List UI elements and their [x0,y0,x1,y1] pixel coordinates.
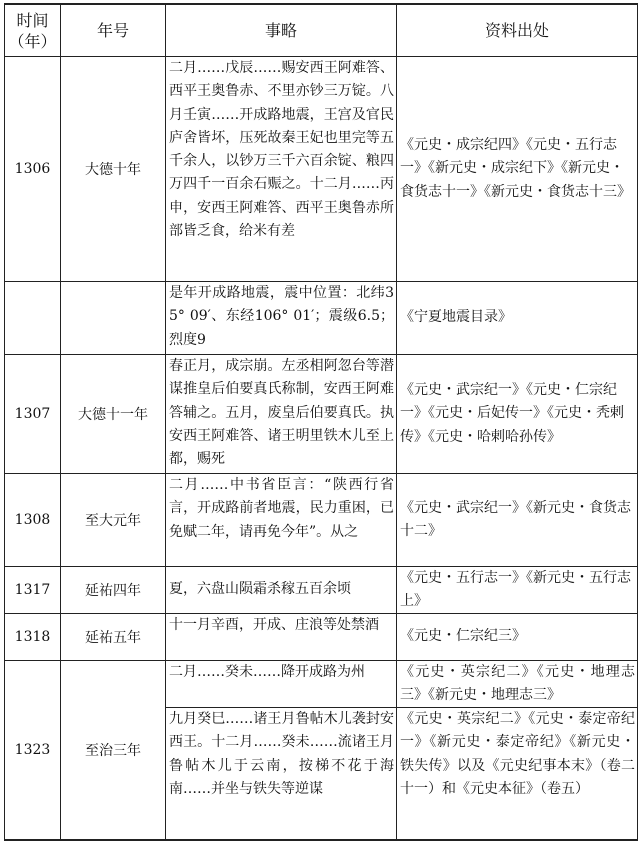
era-cell: 至治三年 [85,743,141,759]
era-cell: 延祐五年 [85,630,141,646]
source-cell: 《元史・成宗纪四》《元史・五行志一》《新元史・成宗纪下》《新元史・食货志十一》《新元史・食货志十三》 [400,137,631,200]
event-cell: 春正月，成宗崩。左丞相阿忽台等潜谋推皇后伯要真氏称制，安西王阿难答辅之。五月，废皇后伯要真氏。执安西王阿难答、诸王明里铁木儿至上都，赐死 [169,358,394,468]
event-cell: 夏，六盘山陨霜杀稼五百余顷 [169,581,351,598]
source-cell: 《元史・英宗纪二》《元史・泰定帝纪一》《新元史・泰定帝纪》《新元史・铁失传》以及《元史纪事本末》（卷二十一）和《元史本征》（卷五） [400,711,635,797]
event-cell: 二月……戊辰……赐安西王阿难答、西平王奥鲁赤、不里亦钞三万锭。八月壬寅……开成路地震，王宫及官民庐舍皆坏，压死故秦王妃也里完等五千余人，以钞万三千六百余锭、粮四万四千一百余石赈之。十二月……丙申，安西王阿难答、西平王奥鲁赤所部皆乏食，给米有差 [169,60,394,240]
event-cell: 十一月辛酉，开成、庄浪等处禁酒 [169,617,379,633]
era-cell: 延祐四年 [85,583,141,599]
header-event: 事略 [264,21,297,40]
source-cell: 《宁夏地震目录》 [400,309,512,326]
event-cell: 二月……中书省臣言：“陕西行省言，开成路前者地震，民力重困，已免赋二年，请再免今年”。从之 [169,477,394,540]
source-cell: 《元史・五行志一》《新元史・五行志上》 [400,569,631,609]
event-cell: 九月癸巳……诸王月鲁帖木儿袭封安西王。十二月……癸未……流诸王月鲁帖木儿于云南，按梯不花于海南……并坐与铁失等逆谋 [169,711,394,797]
source-cell: 《元史・武宗纪一》《新元史・食货志十二》 [400,499,631,539]
year-cell: 1317 [14,582,51,598]
header-source: 资料出处 [484,21,549,40]
source-cell: 《元史・仁宗纪三》 [400,628,526,645]
source-cell: 《元史・英宗纪二》《元史・地理志三》《新元史・地理志三》 [400,664,635,704]
header-era: 年号 [96,21,129,40]
table-rule [4,839,638,841]
year-cell: 1323 [14,742,51,758]
header-time: 时间 （年） [8,10,57,51]
year-cell: 1318 [14,629,51,645]
source-cell: 《元史・武宗纪一》《元史・仁宗纪一》《元史・后妃传一》《元史・秃剌传》《元史・哈剌哈孙传》 [400,382,624,445]
table-rule [637,3,638,841]
year-cell: 1308 [14,512,51,528]
era-cell: 至大元年 [85,513,141,529]
event-cell: 是年开成路地震，震中位置：北纬35° 09′、东经106° 01′；震级6.5；烈度9 [169,285,394,348]
year-cell: 1306 [14,161,51,177]
event-cell: 二月……癸未……降开成路为州 [169,664,365,680]
year-cell: 1307 [14,406,51,422]
era-cell: 大德十年 [85,162,141,178]
chronology-table [4,3,638,841]
era-cell: 大德十一年 [78,407,148,423]
